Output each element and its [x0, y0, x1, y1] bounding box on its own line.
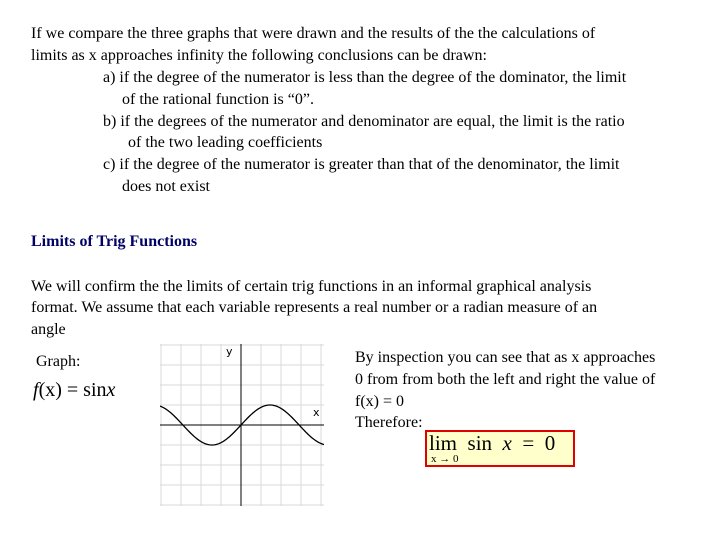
formula-arg: (x) [38, 379, 62, 401]
intro-line-1: If we compare the three graphs that were drawn and the results of the the calculations of [31, 25, 596, 42]
limit-result-box [425, 430, 575, 467]
lim-var: x [502, 431, 512, 455]
lim-value: 0 [544, 431, 556, 455]
explanation-line-3: f(x) = 0 [355, 393, 405, 410]
lim-sin: sin [467, 431, 493, 455]
formula-var: x [106, 379, 116, 401]
lim-equals: = [522, 431, 535, 455]
section-heading: Limits of Trig Functions [31, 233, 198, 250]
formula-f: f [33, 379, 39, 401]
explanation-line-1: By inspection you can see that as x approaches [355, 349, 656, 366]
explanation-line-2: 0 from from both the left and right the value of [355, 371, 656, 388]
conclusion-b-line-1: b) if the degrees of the numerator and denominator are equal, the limit is the ratio [103, 113, 625, 130]
conclusion-a-line-1: a) if the degree of the numerator is less than the degree of the dominator, the limit [103, 69, 627, 86]
lim-word: lim [429, 431, 458, 455]
intro-line-2: limits as x approaches infinity the following conclusions can be drawn: [31, 47, 487, 64]
conclusion-c-line-1: c) if the degree of the numerator is greater than that of the denominator, the limit [103, 156, 620, 173]
graph-label: Graph: [36, 353, 81, 370]
conclusion-a-line-2: of the rational function is “0”. [122, 91, 314, 108]
function-formula [33, 378, 115, 402]
section-paragraph-line-3: angle [31, 321, 66, 338]
y-axis-label: y [226, 345, 233, 358]
sine-graph [160, 344, 324, 506]
formula-sin: sin [83, 379, 107, 401]
limit-subscript: x → 0 [431, 453, 459, 465]
x-axis-label: x [313, 406, 320, 419]
explanation-line-4: Therefore: [355, 414, 423, 431]
conclusion-b-line-2: of the two leading coefficients [128, 134, 323, 151]
conclusion-c-line-2: does not exist [122, 178, 210, 195]
section-paragraph-line-2: format. We assume that each variable represents a real number or a radian measure of an [31, 299, 598, 316]
formula-equals: = [66, 379, 79, 401]
section-paragraph-line-1: We will confirm the the limits of certain trig functions in an informal graphical analysis [31, 278, 592, 295]
